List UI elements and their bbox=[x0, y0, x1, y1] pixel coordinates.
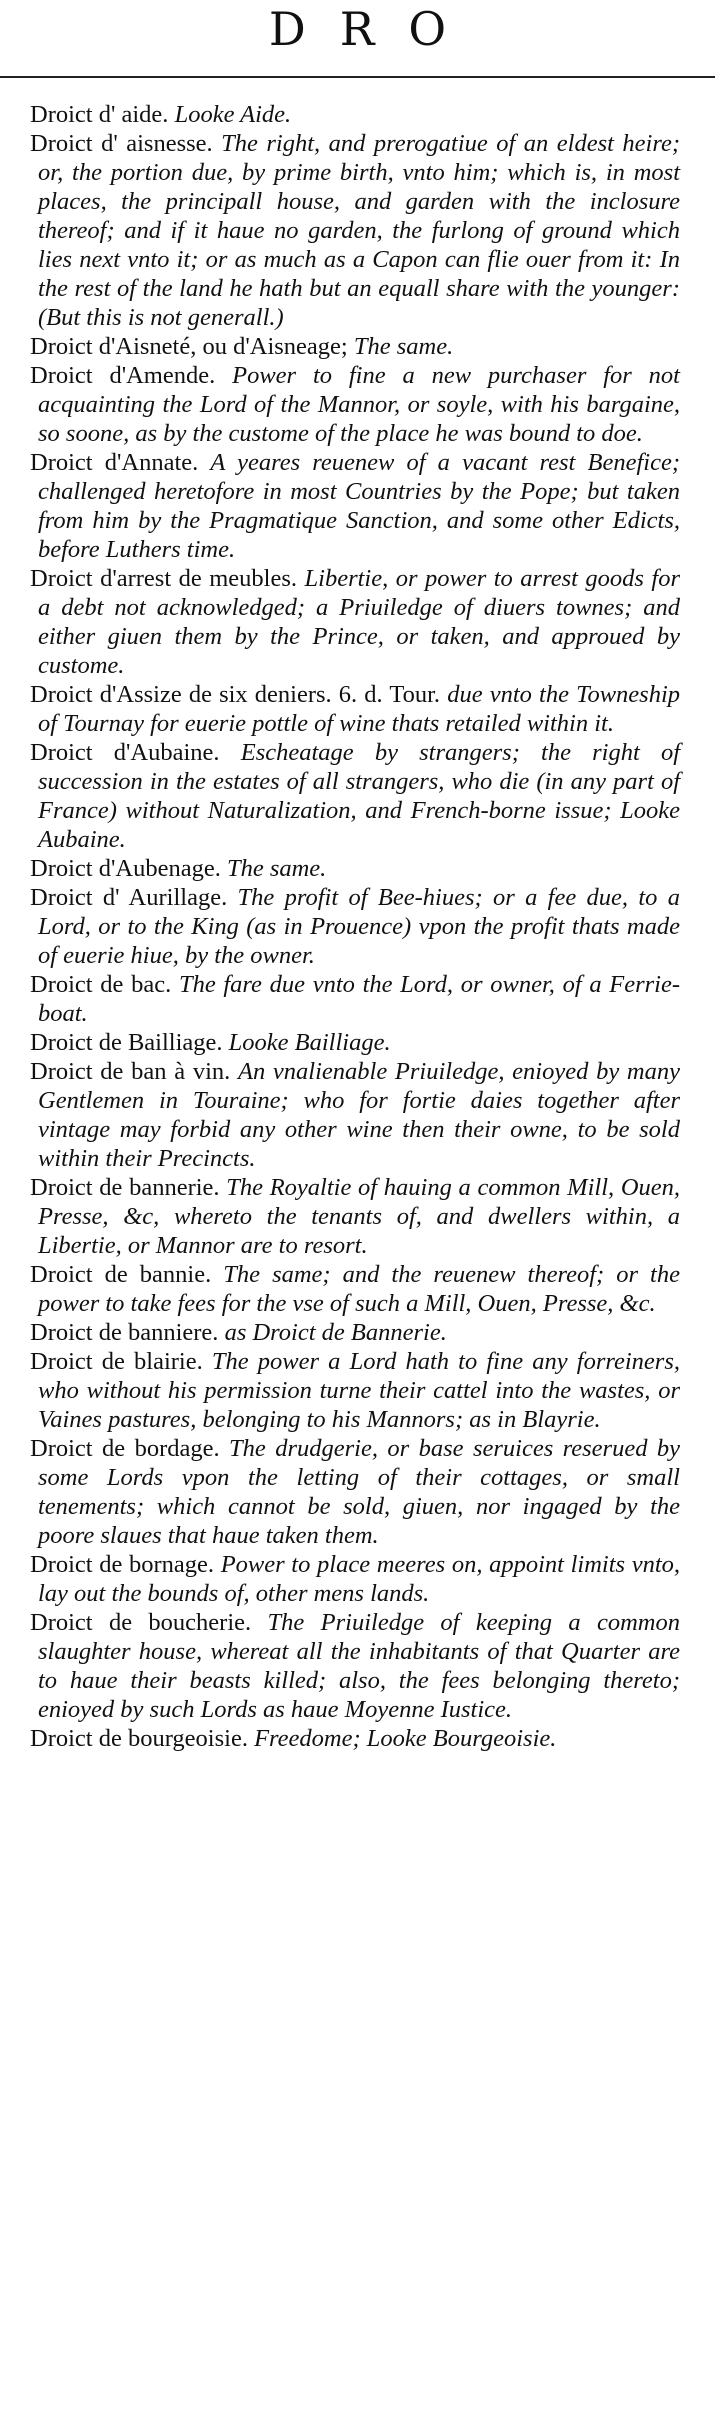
definition: as Droict de Bannerie. bbox=[224, 1319, 447, 1346]
definition: The profit of Bee-hiues; or a fee due, to a Lord, or to the King (as in Prouence) vpon the profit thats made of euerie hiue, by the owner. bbox=[38, 884, 680, 969]
dictionary-entry bbox=[30, 1347, 680, 1434]
headword: Droict d'Aubaine. bbox=[30, 739, 220, 766]
dictionary-entry bbox=[30, 100, 680, 129]
dictionary-entry bbox=[30, 448, 680, 564]
definition: The right, and prerogatiue of an eldest heire; or, the portion due, by prime birth, vnto him; which is, in most places, the principall house, and garden with the inclosure thereof; and if it haue no garden, the furlong of ground which lies next vnto it; or as much as a Capon can flie ouer from it: In the rest of the land he hath but an equall share with the younger: (But this is not generall.) bbox=[38, 130, 680, 331]
running-head: DRO bbox=[268, 2, 481, 56]
headword: Droict de ban à vin. bbox=[30, 1058, 231, 1085]
definition: Libertie, or power to arrest goods for a debt not acknowledged; a Priuiledge of diuers townes; and either giuen them by the Prince, or taken, and approued by custome. bbox=[38, 565, 681, 679]
dictionary-entry bbox=[30, 1550, 680, 1608]
dictionary-entry bbox=[30, 1434, 680, 1550]
headword: Droict de bannie. bbox=[30, 1261, 212, 1288]
headword: Droict de bornage. bbox=[30, 1551, 215, 1578]
headword: Droict d'Aisneté, ou d'Aisneage; bbox=[30, 333, 348, 360]
definition: The fare due vnto the Lord, or owner, of a Ferrie-boat. bbox=[38, 971, 681, 1027]
dictionary-entry bbox=[30, 854, 680, 883]
dictionary-entry bbox=[30, 1608, 680, 1724]
dictionary-entry bbox=[30, 1318, 680, 1347]
dictionary-entry bbox=[30, 129, 680, 332]
definition: Power to fine a new purchaser for not acquainting the Lord of the Mannor, or soyle, with his bargaine, so soone, as by the custome of the place he was bound to doe. bbox=[38, 362, 680, 447]
dictionary-entry bbox=[30, 883, 680, 970]
dictionary-entry bbox=[30, 738, 680, 854]
definition: The same. bbox=[353, 333, 454, 360]
definition: An vnalienable Priuiledge, enioyed by many Gentlemen in Touraine; who for fortie daies together after vintage may forbid any other wine then their owne, to be sold within their Precincts. bbox=[38, 1058, 680, 1172]
entry-list bbox=[30, 100, 680, 1753]
definition: Looke Aide. bbox=[174, 101, 292, 128]
headword: Droict de bac. bbox=[30, 971, 172, 998]
definition: The drudgerie, or base seruices reserued by some Lords vpon the letting of their cottages, or small tenements; which cannot be sold, giuen, nor ingaged by the poore slaues that haue taken them. bbox=[38, 1435, 681, 1549]
definition: A yeares reuenew of a vacant rest Benefice; challenged heretofore in most Countries by the Pope; but taken from him by the Pragmatique Sanction, and some other Edicts, before Luthers time. bbox=[38, 449, 680, 563]
dictionary-entry bbox=[30, 970, 680, 1028]
definition: Power to place meeres on, appoint limits vnto, lay out the bounds of, other mens lands. bbox=[38, 1551, 681, 1607]
definition: The Priuiledge of keeping a common slaughter house, whereat all the inhabitants of that Quarter are to haue their beasts killed; also, the fees belonging thereto; enioyed by such Lords as haue Moyenne Iustice. bbox=[38, 1609, 681, 1723]
headword: Droict de banniere. bbox=[30, 1319, 219, 1346]
headword: Droict d' Aurillage. bbox=[30, 884, 228, 911]
headword: Droict de boucherie. bbox=[30, 1609, 252, 1636]
page-header bbox=[0, 0, 715, 66]
headword: Droict d' aide. bbox=[30, 101, 169, 128]
headword: Droict d'Amende. bbox=[30, 362, 216, 389]
header-rule bbox=[0, 76, 715, 78]
headword: Droict d' aisnesse. bbox=[30, 130, 213, 157]
dictionary-entry bbox=[30, 564, 680, 680]
definition: Looke Bailliage. bbox=[228, 1029, 391, 1056]
definition: The power a Lord hath to fine any forreiners, who without his permission turne their cattel into the wastes, or Vaines pastures, belonging to his Mannors; as in Blayrie. bbox=[38, 1348, 680, 1433]
dictionary-entry bbox=[30, 1057, 680, 1173]
dictionary-entry bbox=[30, 1724, 680, 1753]
headword: Droict d'arrest de meubles. bbox=[30, 565, 298, 592]
headword: Droict de Bailliage. bbox=[30, 1029, 223, 1056]
definition: Freedome; Looke Bourgeoisie. bbox=[254, 1725, 557, 1752]
dictionary-entry bbox=[30, 1173, 680, 1260]
dictionary-entry bbox=[30, 332, 680, 361]
definition: Escheatage by strangers; the right of succession in the estates of all strangers, who die (in any part of France) without Naturalization, and French-borne issue; Looke Aubaine. bbox=[38, 739, 681, 853]
dictionary-entry bbox=[30, 361, 680, 448]
headword: Droict de bannerie. bbox=[30, 1174, 220, 1201]
definition: due vnto the Towneship of Tournay for euerie pottle of wine thats retailed within it. bbox=[38, 681, 681, 737]
definition: The Royaltie of hauing a common Mill, Ouen, Presse, &c, whereto the tenants of, and dwellers within, a Libertie, or Mannor are to resort. bbox=[38, 1174, 681, 1259]
definition: The same; and the reuenew thereof; or the power to take fees for the vse of such a Mill, Ouen, Presse, &c. bbox=[38, 1261, 680, 1317]
dictionary-entry bbox=[30, 680, 680, 738]
definition: The same. bbox=[226, 855, 327, 882]
dictionary-entry bbox=[30, 1260, 680, 1318]
dictionary-entry bbox=[30, 1028, 680, 1057]
headword: Droict de blairie. bbox=[30, 1348, 203, 1375]
headword: Droict d'Aubenage. bbox=[30, 855, 221, 882]
headword: Droict d'Assize de six deniers. 6. d. Tour. bbox=[30, 681, 441, 708]
headword: Droict de bordage. bbox=[30, 1435, 220, 1462]
headword: Droict de bourgeoisie. bbox=[30, 1725, 248, 1752]
headword: Droict d'Annate. bbox=[30, 449, 199, 476]
